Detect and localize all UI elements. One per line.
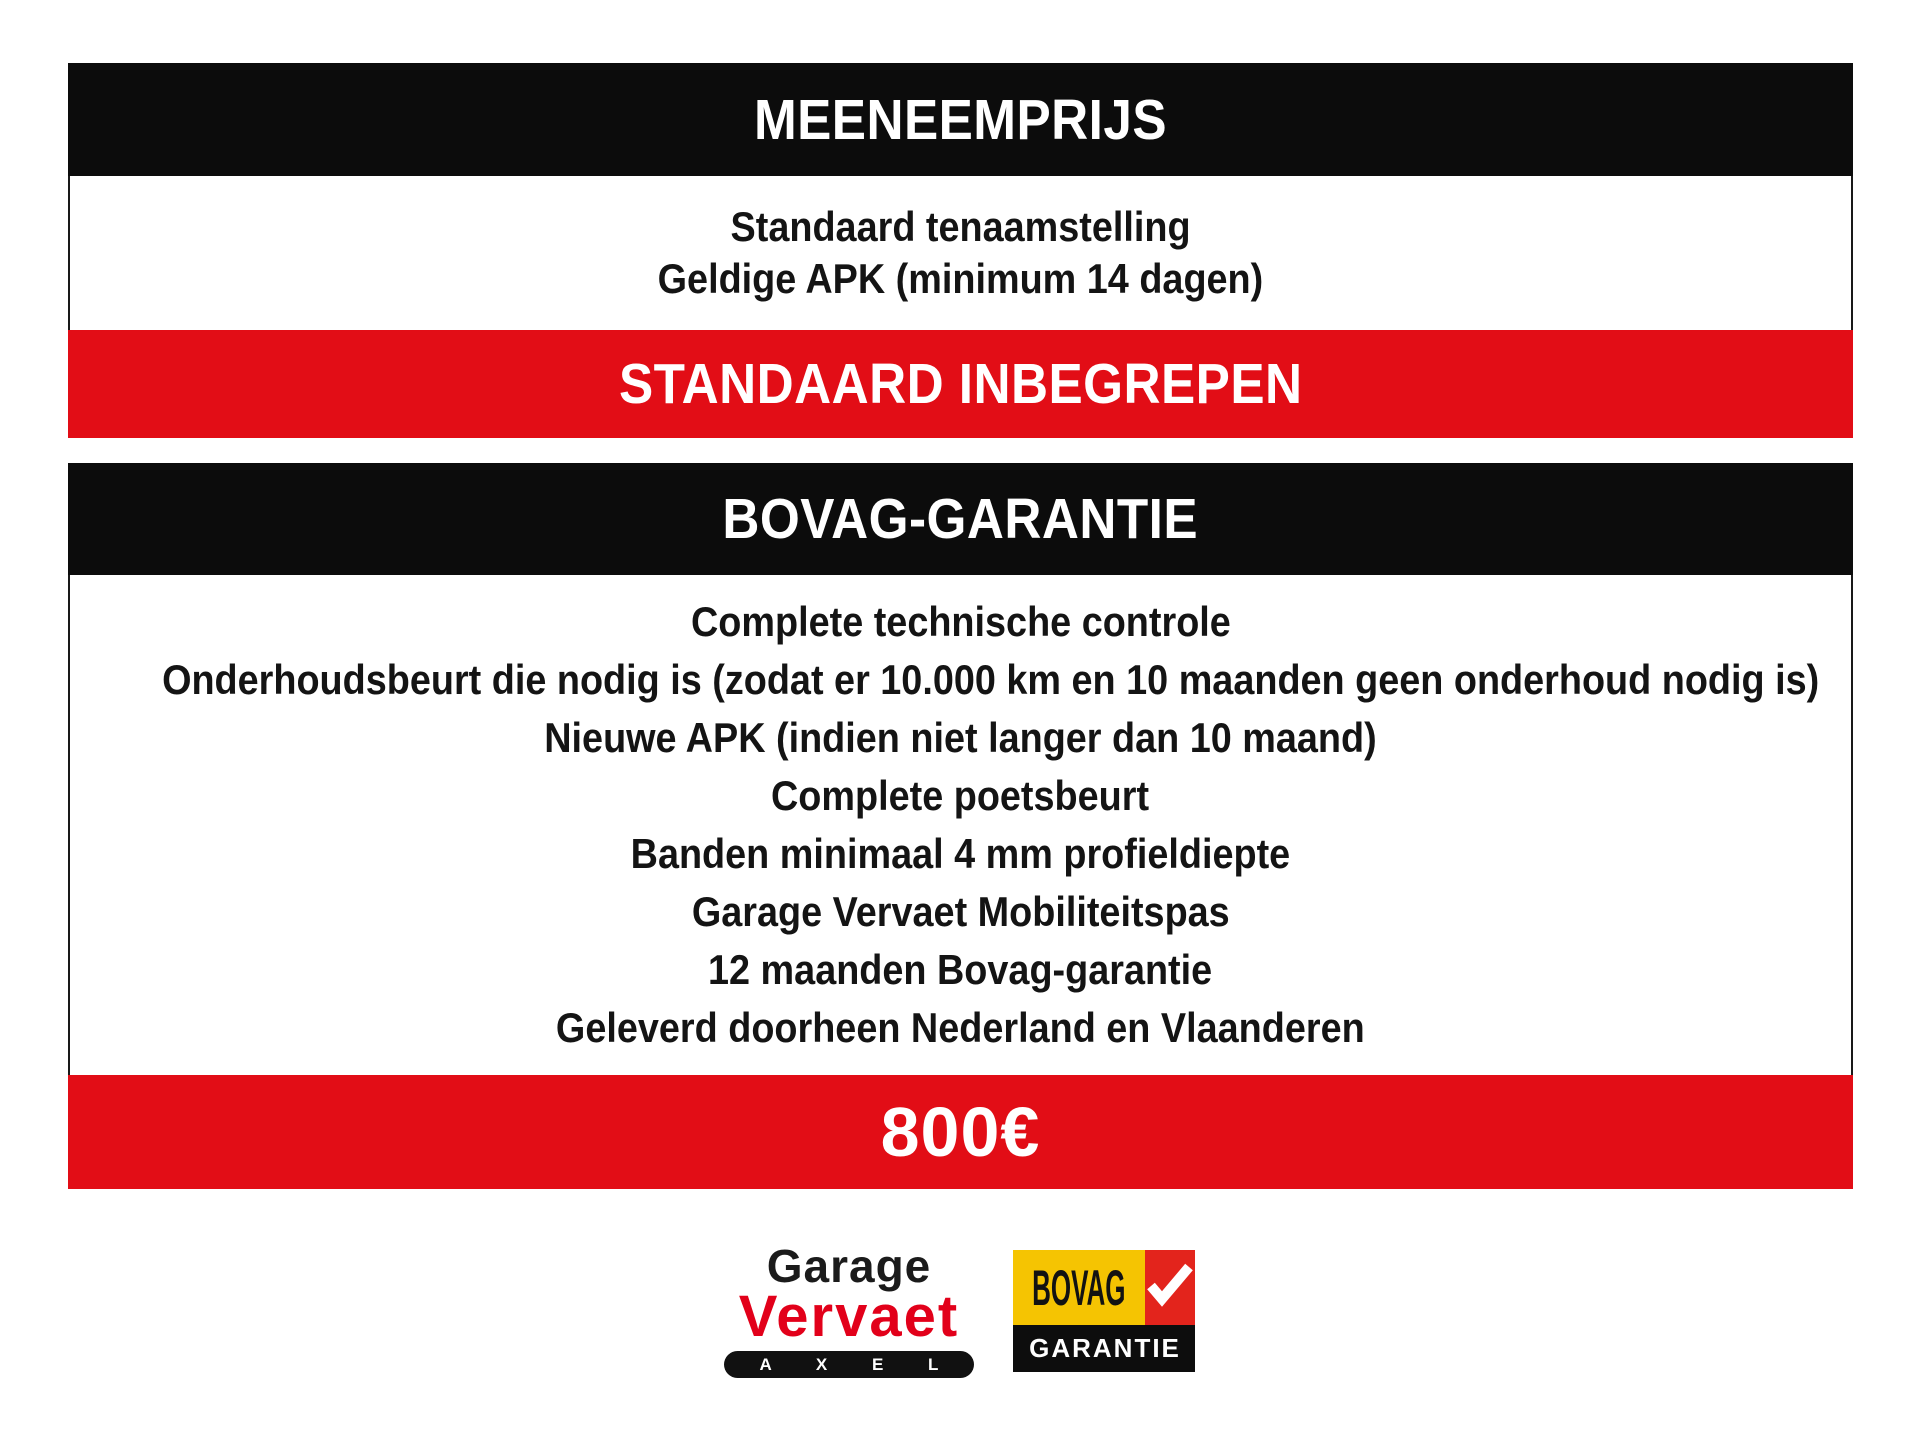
bovag-item-line: Garage Vervaet Mobiliteitspas [691, 888, 1230, 935]
price-banner [68, 1075, 1853, 1189]
bovag-item-line: Nieuwe APK (indien niet langer dan 10 maand) [544, 714, 1377, 761]
bovag-item-line: 12 maanden Bovag-garantie [708, 946, 1213, 993]
bovag-logo-black-panel [1013, 1325, 1195, 1372]
bovag-logo-top [1013, 1250, 1195, 1325]
meeneemprijs-details-section [68, 176, 1853, 330]
meeneemprijs-header-bar [68, 63, 1853, 176]
bovag-logo-yellow-panel [1013, 1250, 1145, 1325]
price-label: 800€ [880, 1093, 1041, 1171]
garage-word: Garage [766, 1240, 932, 1292]
bovag-garantie-logo [1013, 1250, 1195, 1372]
bovag-item-line: Geleverd doorheen Nederland en Vlaanderen [556, 1004, 1365, 1051]
bovag-logo-wordmark: BOVAG [1032, 1259, 1126, 1316]
garage-vervaet-logo [724, 1240, 974, 1378]
bovag-item-line: Complete poetsbeurt [771, 772, 1150, 819]
garantie-label: GARANTIE [1029, 1333, 1181, 1363]
axel-label: A X E L [759, 1354, 959, 1374]
bovag-logo-red-panel [1145, 1250, 1195, 1325]
bovag-item-line: Complete technische controle [690, 598, 1231, 645]
standaard-inbegrepen-banner [68, 330, 1853, 438]
bovag-item-line: Onderhoudsbeurt die nodig is (zodat er 10.000 km en 10 maanden geen onderhoud nodig is) [162, 656, 1820, 703]
bovag-item-line: Banden minimaal 4 mm profieldiepte [630, 830, 1291, 877]
banner-label: STANDAARD INBEGREPEN [618, 352, 1303, 416]
detail-line: Geldige APK (minimum 14 dagen) [657, 255, 1264, 302]
vervaet-word: Vervaet [738, 1284, 960, 1349]
axel-badge [724, 1351, 974, 1378]
detail-line: Standaard tenaamstelling [730, 203, 1191, 250]
checkmark-icon [1147, 1263, 1193, 1307]
bovag-garantie-header-bar [68, 463, 1853, 575]
bovag-garantie-title: BOVAG-GARANTIE [722, 487, 1199, 551]
bovag-items-section [68, 575, 1853, 1075]
meeneemprijs-title: MEENEEMPRIJS [753, 87, 1168, 152]
